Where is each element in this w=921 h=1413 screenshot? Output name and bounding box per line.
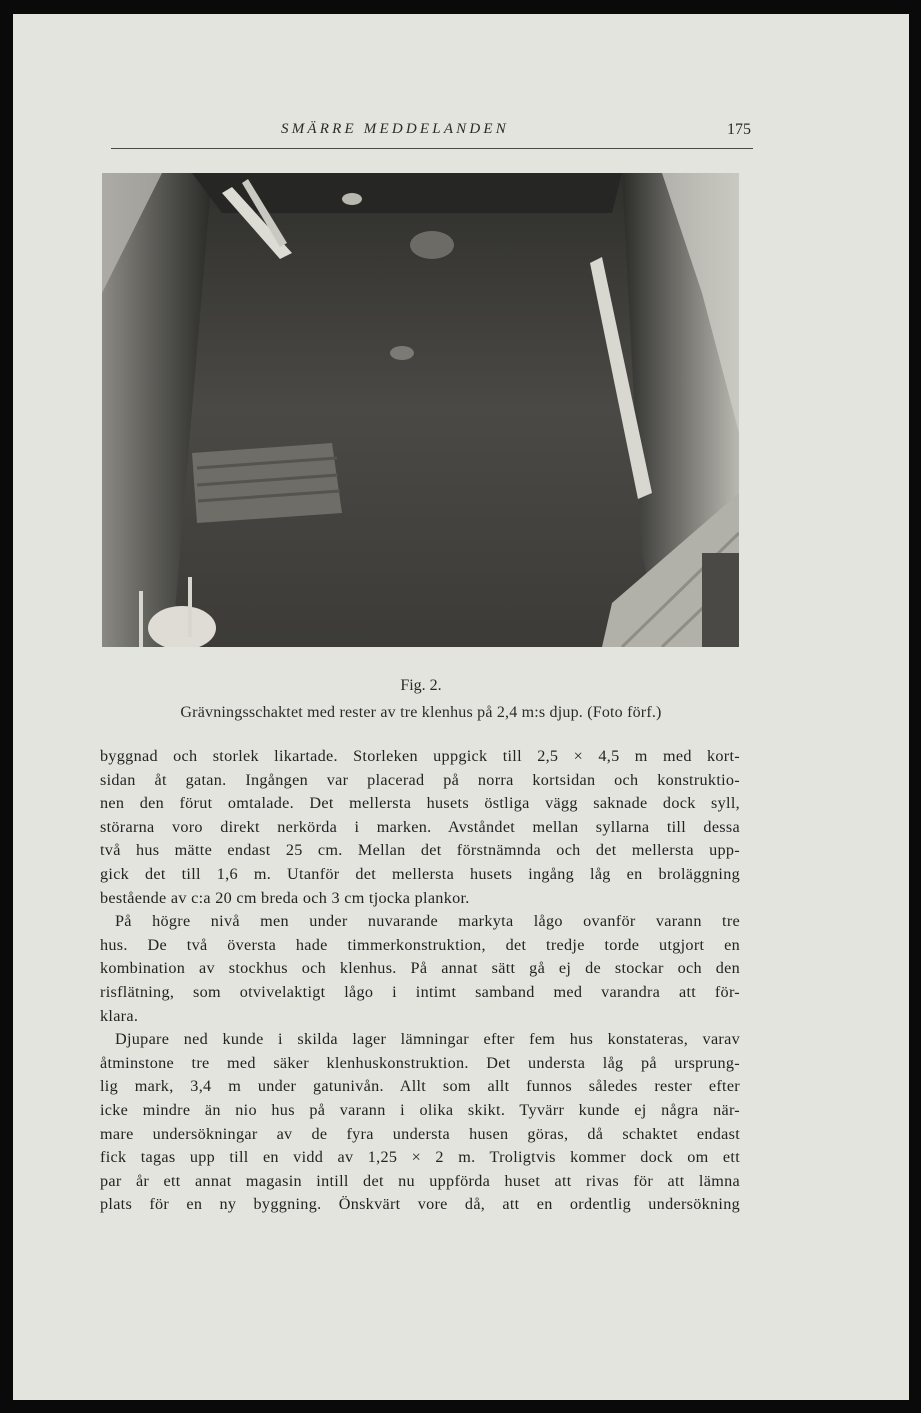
text-line: risflätning, som otvivelaktigt lågo i intimt samband med varandra att för- [100, 982, 740, 1001]
text-line: byggnad och storlek likartade. Storleken uppgick till 2,5 × 4,5 m med kort- [100, 747, 740, 765]
text-line: icke mindre än nio hus på varann i olika skikt. Tyvärr kunde ej några när- [100, 1100, 740, 1119]
text-line: hus. De två översta hade timmerkonstruktion, det tredje torde utgjort en [100, 935, 740, 954]
book-page [13, 14, 909, 1400]
text-line: två hus mätte endast 25 cm. Mellan det förstnämnda och det mellersta upp- [100, 841, 740, 860]
text-line: störarna voro direkt nerkörda i marken. Avståndet mellan syllarna till dessa [100, 817, 740, 836]
text-line: plats för en ny byggning. Önskvärt vore då, att en ordentlig undersökning [100, 1195, 740, 1214]
text-line: sidan åt gatan. Ingången var placerad på norra kortsidan och konstruktio- [100, 770, 740, 789]
page-number: 175 [727, 121, 751, 138]
text-line: lig mark, 3,4 m under gatunivån. Allt som allt funnos således rester efter [100, 1077, 740, 1096]
header-rule [111, 148, 753, 149]
figure-caption: Grävningsschaktet med rester av tre klenhus på 2,4 m:s djup. (Foto förf.) [180, 704, 662, 721]
excavation-photo-drawing [102, 173, 739, 647]
running-head: SMÄRRE MEDDELANDEN [281, 121, 509, 137]
text-line: fick tagas upp till en vidd av 1,25 × 2 m. Troligtvis kommer dock om ett [100, 1148, 740, 1167]
figure-label: Fig. 2. [400, 677, 442, 694]
text-line: åtminstone tre med säker klenhuskonstruktion. Det understa låg på ursprung- [100, 1053, 740, 1072]
body-text [100, 745, 740, 1217]
text-line: klara. [100, 1006, 139, 1025]
text-line: gick det till 1,6 m. Utanför det mellersta husets ingång låg en broläggning [100, 864, 740, 883]
text-line: På högre nivå men under nuvarande markyta lågo ovanför varann tre [115, 912, 740, 931]
excavation-photo [102, 173, 739, 647]
text-line: kombination av stockhus och klenhus. På annat sätt gå ej de stockar och den [100, 959, 740, 978]
text-line: par år ett annat magasin intill det nu uppförda huset att rivas för att lämna [100, 1171, 740, 1190]
text-line: bestående av c:a 20 cm breda och 3 cm tjocka plankor. [100, 888, 470, 907]
text-line: mare undersökningar av de fyra understa husen göras, då schaktet endast [100, 1124, 740, 1143]
text-line: nen den förut omtalade. Det mellersta husets östliga vägg saknade dock syll, [100, 794, 740, 813]
text-line: Djupare ned kunde i skilda lager lämningar efter fem hus konstateras, varav [115, 1030, 740, 1049]
